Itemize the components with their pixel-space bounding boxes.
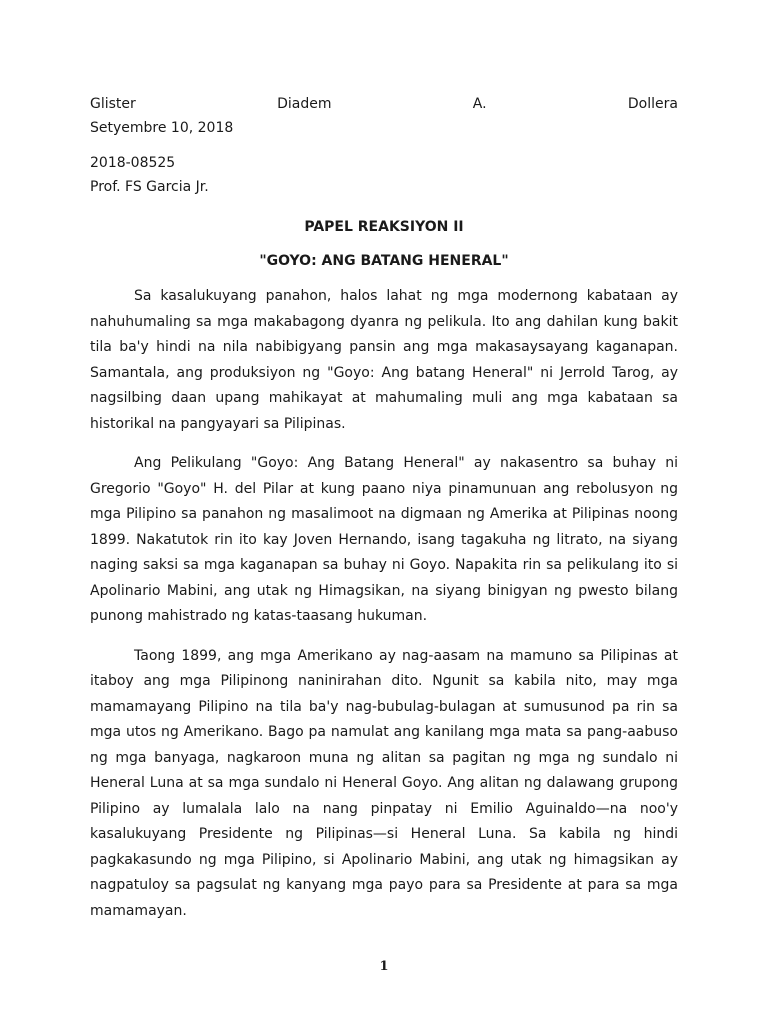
author-first-name: Glister bbox=[90, 96, 136, 112]
document-title: PAPEL REAKSIYON II bbox=[304, 219, 464, 235]
paragraph-1: Sa kasalukuyang panahon, halos lahat ng mga modernong kabataan ay nahuhumaling sa mga makabagong dyanra ng pelikula. Ito ang dahilan kung bakit tila ba'y hindi na nila nabibigyang pansin ang mga makasaysayang kaganapan. Samantala, ang produksiyon ng "Goyo: Ang batang Heneral" ni Jerrold Tarog, ay nagsilbing daan upang mahikayat at mahumaling muli ang mga kabataan sa historikal na pangyayari sa Pilipinas. bbox=[90, 288, 678, 432]
paragraph-2: Ang Pelikulang "Goyo: Ang Batang Heneral" ay nakasentro sa buhay ni Gregorio "Goyo" H. del Pilar at kung paano niya pinamunuan ang rebolusyon ng mga Pilipino sa panahon ng masalimoot na digmaan ng Amerika at Pilipinas noong 1899. Nakatutok rin ito kay Joven Hernando, isang tagakuha ng litrato, na siyang naging saksi sa mga kaganapan sa buhay ni Goyo. Napakita rin sa pelikulang ito si Apolinario Mabini, ang utak ng Himagsikan, na siyang binigyan ng pwesto bilang punong mahistrado ng katas-taasang hukuman. bbox=[90, 455, 678, 624]
page-number: 1 bbox=[379, 959, 389, 974]
paragraph-3: Taong 1899, ang mga Amerikano ay nag-aasam na mamuno sa Pilipinas at itaboy ang mga Pilipinong naninirahan dito. Ngunit sa kabila nito, may mga mamamayang Pilipino na tila ba'y nag-bubulag-bulagan at sumusunod pa rin sa mga utos ng Amerikano. Bago pa namulat ang kanilang mga mata sa pang-aabuso ng mga banyaga, nagkaroon muna ng alitan sa pagitan ng mga ng sundalo ni Heneral Luna at sa mga sundalo ni Heneral Goyo. Ang alitan ng dalawang grupong Pilipino ay lumalala lalo na nang pinpatay ni Emilio Aguinaldo—na noo'y kasalukuyang Presidente ng Pilipinas—si Heneral Luna. Sa kabila ng hindi pagkakasundo ng mga Pilipino, si Apolinario Mabini, ang utak ng himagsikan ay nagpatuloy sa pagsulat ng kanyang mga payo para sa Presidente at para sa mga mamamayan. bbox=[90, 647, 678, 919]
professor-name: Prof. FS Garcia Jr. bbox=[90, 179, 209, 195]
author-middle-name: Diadem bbox=[277, 96, 332, 112]
document-date: Setyembre 10, 2018 bbox=[90, 120, 234, 136]
document-page bbox=[90, 92, 678, 924]
student-number: 2018-08525 bbox=[90, 155, 176, 171]
author-middle-initial: A. bbox=[472, 96, 487, 112]
author-last-name: Dollera bbox=[627, 96, 678, 112]
document-subtitle: "GOYO: ANG BATANG HENERAL" bbox=[259, 253, 509, 269]
author-name-line bbox=[90, 92, 678, 116]
